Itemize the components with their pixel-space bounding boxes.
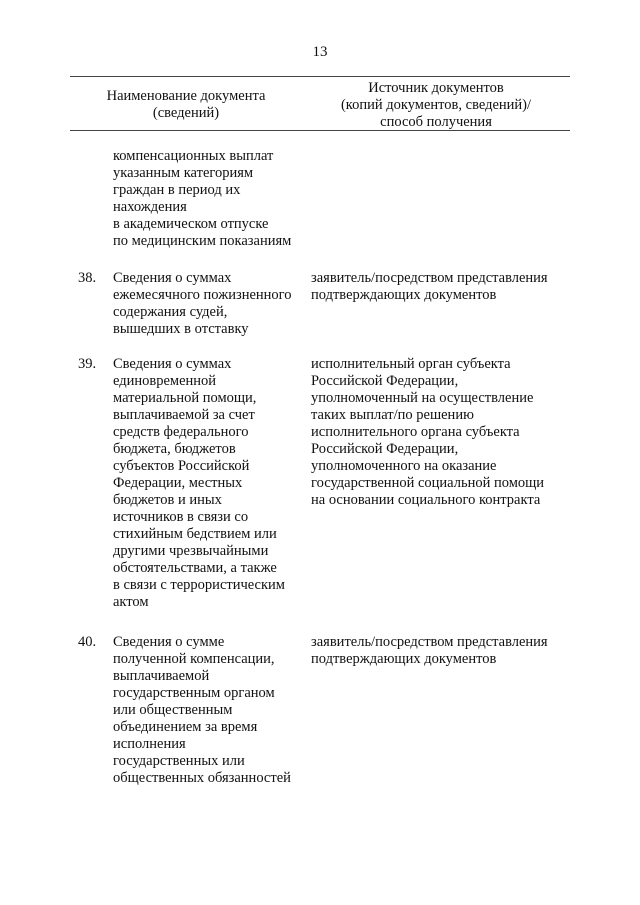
header-document-name: Наименование документа (сведений) <box>106 88 266 121</box>
row-document-name: Сведения о суммах единовременной материальной помощи, выплачиваемой за счет средств федерального бюджета, бюджетов субъектов Российской Федерации, местных бюджетов и иных источников в связи со стихийным бедствием или другими чрезвычайными обстоятельствами, а также в связи с террористическим актом <box>113 356 285 610</box>
row-document-source: исполнительный орган субъекта Российской Федерации, уполномоченный на осуществление таких выплат/по решению исполнительного органа субъекта Российской Федерации, уполномоченного на оказание государственной социальной помощи на основании социального контракта <box>311 356 545 508</box>
row-document-name: Сведения о суммах ежемесячного пожизненного содержания судей, вышедших в отставку <box>113 270 292 337</box>
table-top-rule <box>70 76 570 77</box>
row-document-source: заявитель/посредством представления подтверждающих документов <box>311 634 548 667</box>
page-number: 13 <box>312 44 328 60</box>
row-number: 39. <box>78 356 97 372</box>
header-document-source: Источник документов (копий документов, сведений)/ способ получения <box>340 80 532 130</box>
row-document-source: заявитель/посредством представления подтверждающих документов <box>311 270 548 303</box>
header-bottom-rule <box>70 130 570 131</box>
row-number: 38. <box>78 270 97 286</box>
row-document-name: компенсационных выплат указанным категориям граждан в период их нахождения в академическом отпуске по медицинским показаниям <box>113 148 292 249</box>
row-document-name: Сведения о сумме полученной компенсации, выплачиваемой государственным органом или общественным объединением за время исполнения государственных или общественных обязанностей <box>113 634 291 786</box>
row-number: 40. <box>78 634 97 650</box>
